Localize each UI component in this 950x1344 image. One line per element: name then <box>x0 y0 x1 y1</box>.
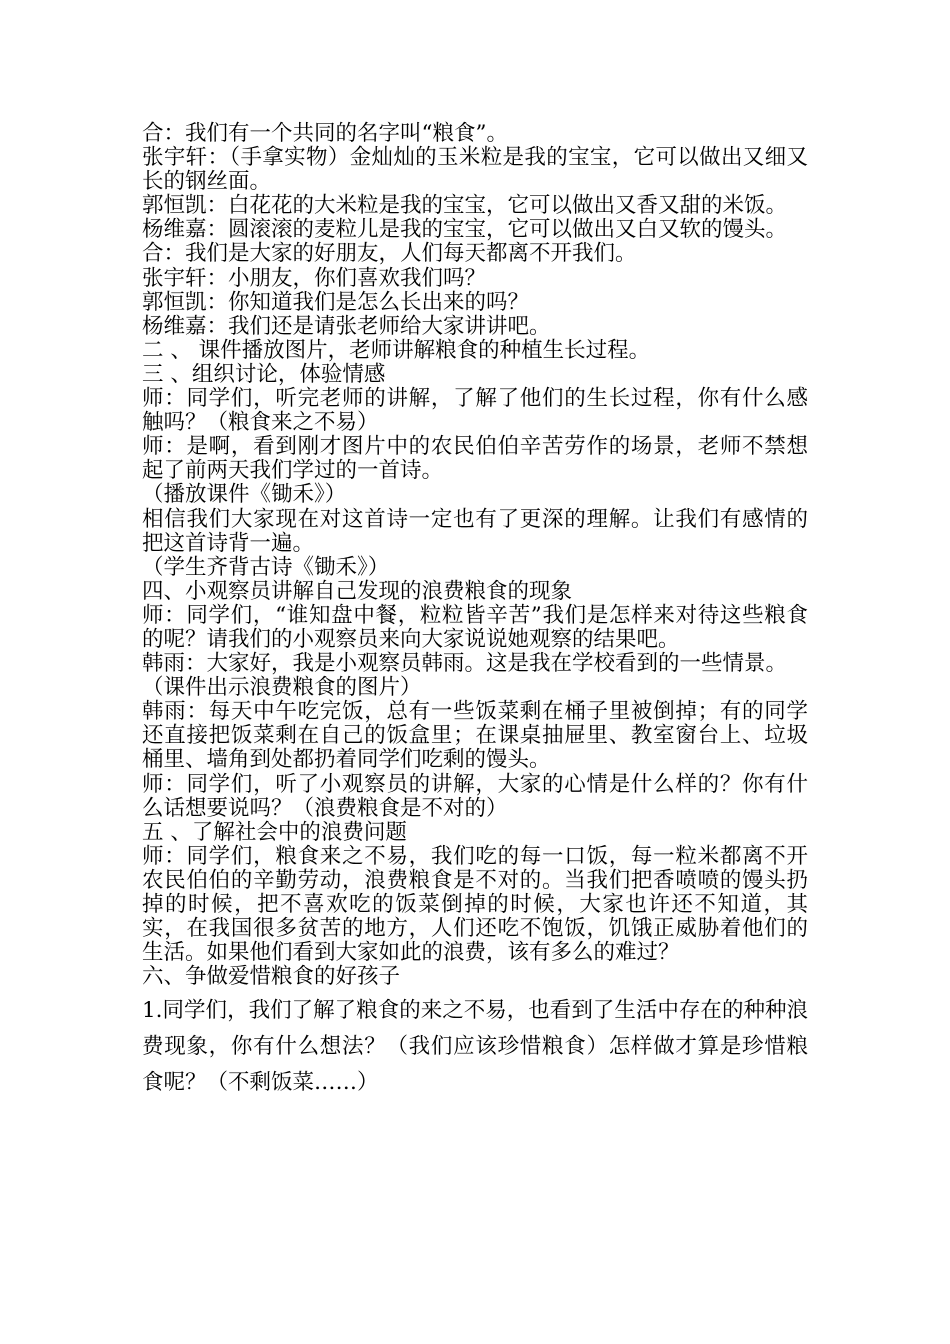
paragraph: 韩雨：每天中午吃完饭，总有一些饭菜剩在桶子里被倒掉；有的同学还直接把饭菜剩在自己的饭盒里；在课桌抽屉里、教室窗台上、垃圾桶里、墙角到处都扔着同学们吃剩的馒头。 <box>142 699 808 773</box>
paragraph: 杨维嘉：我们还是请张老师给大家讲讲吧。 <box>142 313 551 339</box>
paragraph: （播放课件《锄禾》） <box>142 482 347 508</box>
paragraph: 师：同学们，“谁知盘中餐，粒粒皆辛苦”我们是怎样来对待这些粮食的呢？请我们的小观察员来向大家说说她观察的结果吧。 <box>142 602 808 652</box>
paragraph: （学生齐背古诗《锄禾》） <box>142 554 390 580</box>
section-heading: 五 、了解社会中的浪费问题 <box>142 819 407 845</box>
paragraph: 杨维嘉：圆滚滚的麦粒儿是我的宝宝，它可以做出又白又软的馒头。 <box>142 217 788 243</box>
paragraph: 郭恒凯：白花花的大米粒是我的宝宝，它可以做出又香又甜的米饭。 <box>142 193 788 219</box>
section-heading: 三 、组织讨论，体验情感 <box>142 361 386 387</box>
paragraph: 相信我们大家现在对这首诗一定也有了更深的理解。让我们有感情的把这首诗背一遍。 <box>142 506 808 556</box>
section-heading: 四、小观察员讲解自己发现的浪费粮食的现象 <box>142 578 573 604</box>
paragraph: （课件出示浪费粮食的图片） <box>142 675 422 701</box>
paragraph: 师：是啊，看到刚才图片中的农民伯伯辛苦劳作的场景，老师不禁想起了前两天我们学过的一首诗。 <box>142 434 808 484</box>
paragraph: 师：同学们，听了小观察员的讲解，大家的心情是什么样的？你有什么话想要说吗？（浪费粮食是不对的） <box>142 771 808 821</box>
paragraph: 师：同学们，粮食来之不易，我们吃的每一口饭，每一粒米都离不开农民伯伯的辛勤劳动，浪费粮食是不对的。当我们把香喷喷的馒头扔掉的时候，把不喜欢吃的饭菜倒掉的时候，大家也许还不知道，其实，在我国很多贫苦的地方，人们还吃不饱饭，饥饿正威胁着他们的生活。如果他们看到大家如此的浪费，该有多么的难过？ <box>142 843 808 966</box>
section-heading: 六、争做爱惜粮食的好孩子 <box>142 964 401 990</box>
paragraph: 郭恒凯：你知道我们是怎么长出来的吗？ <box>142 289 530 315</box>
paragraph: 合：我们是大家的好朋友，人们每天都离不开我们。 <box>142 241 637 267</box>
paragraph-numbered: 1.同学们，我们了解了粮食的来之不易，也看到了生活中存在的种种浪费现象，你有什么想法？（我们应该珍惜粮食）怎样做才算是珍惜粮食呢？（不剩饭菜……） <box>142 998 808 1096</box>
paragraph: 张宇轩：（手拿实物）金灿灿的玉米粒是我的宝宝，它可以做出又细又长的钢丝面。 <box>142 145 808 195</box>
document-body <box>142 122 808 1101</box>
paragraph: 师：同学们，听完老师的讲解，了解了他们的生长过程，你有什么感触吗？（粮食来之不易） <box>142 386 808 436</box>
section-heading: 二 、 课件播放图片，老师讲解粮食的种植生长过程。 <box>142 337 651 363</box>
paragraph: 合：我们有一个共同的名字叫“粮食”。 <box>142 121 508 146</box>
paragraph: 张宇轩：小朋友，你们喜欢我们吗？ <box>142 265 487 291</box>
paragraph: 韩雨：大家好，我是小观察员韩雨。这是我在学校看到的一些情景。 <box>142 651 788 677</box>
